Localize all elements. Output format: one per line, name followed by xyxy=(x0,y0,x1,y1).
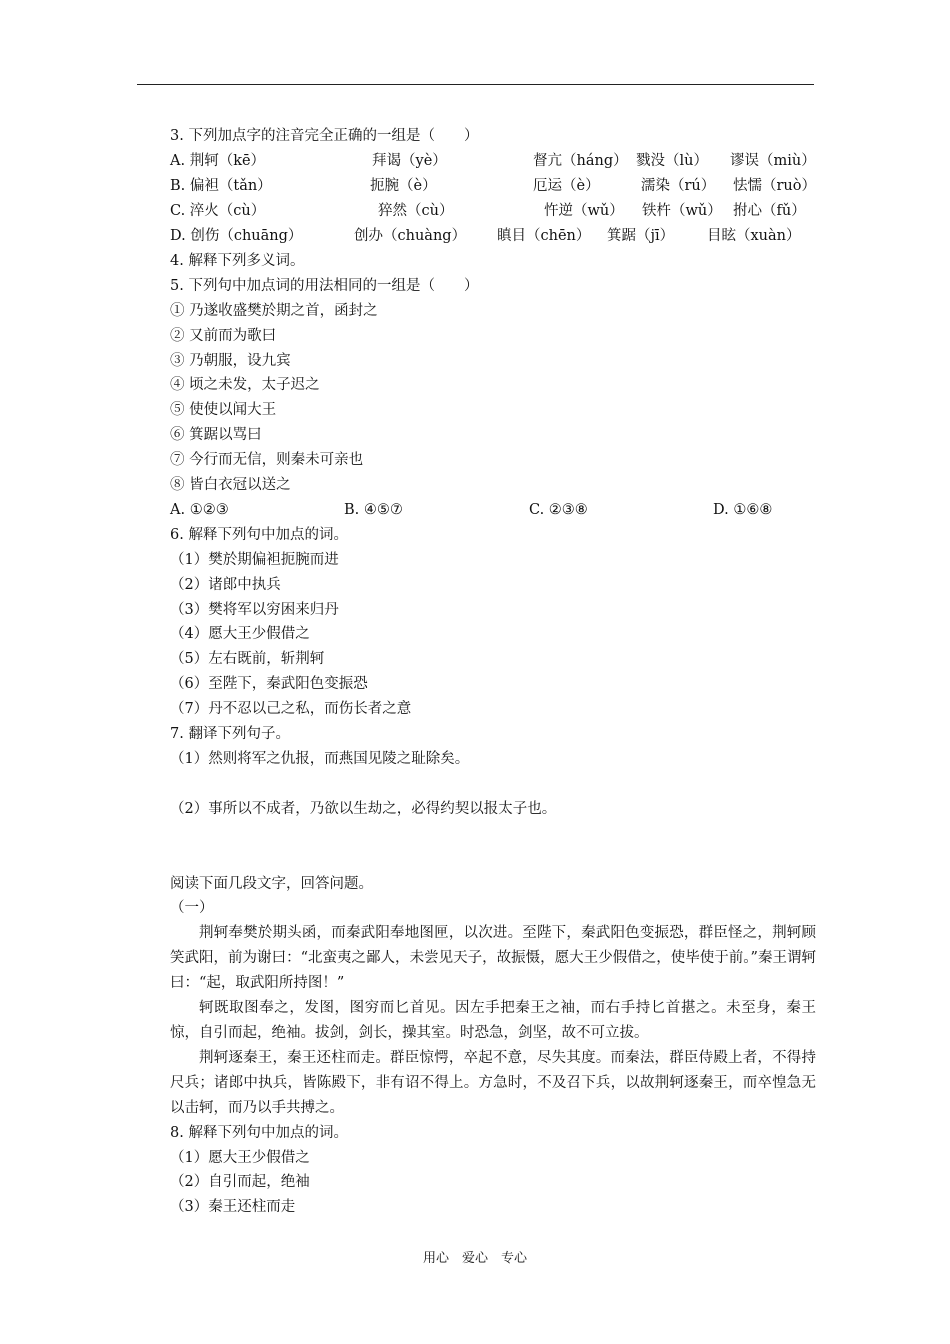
passage-paragraph: 荆轲奉樊於期头函，而秦武阳奉地图匣，以次进。至陛下，秦武阳色变振恐，群臣怪之，荆轲顾笑武阳，前为谢曰：“北蛮夷之鄙人，未尝见天子，故振慑，愿大王少假借之，使毕使于前。”秦王谓轲曰：“起，取武阳所持图！” xyxy=(170,925,816,991)
q8-item: （3）秦王还柱而走 xyxy=(170,1199,296,1215)
passage-paragraph: 荆轲逐秦王，秦王还柱而走。群臣惊愕，卒起不意，尽失其度。而秦法，群臣侍殿上者，不得持尺兵；诸郎中执兵，皆陈殿下，非有诏不得上。方急时，不及召下兵，以故荆轲逐秦王，而卒惶急无以击轲，而乃以手共搏之。 xyxy=(170,1050,816,1116)
q5-option-b: B. ④⑤⑦ xyxy=(344,502,403,518)
q3-stem: 3. 下列加点字的注音完全正确的一组是（ ） xyxy=(170,128,479,144)
q3-option-c-4: 铁杵（wǔ） xyxy=(642,203,722,219)
q4-stem: 4. 解释下列多义词。 xyxy=(170,253,305,269)
q7-stem: 7. 翻译下列句子。 xyxy=(170,726,290,742)
q7-item: （1）然则将军之仇报，而燕国见陵之耻除矣。 xyxy=(170,751,470,767)
q5-item: ① 乃遂收盛樊於期之首，函封之 xyxy=(170,303,378,319)
q3-option-a-2: 拜谒（yè） xyxy=(372,153,447,169)
q5-item: ② 又前而为歌曰 xyxy=(170,328,277,344)
q3-option-b-1: B. 偏袒（tǎn） xyxy=(170,178,272,194)
q3-option-a-1: A. 荆轲（kē） xyxy=(170,153,266,169)
q5-item: ⑥ 箕踞以骂曰 xyxy=(170,427,262,443)
q3-option-a-3: 督亢（háng） xyxy=(533,153,628,169)
q3-option-c-3: 忤逆（wǔ） xyxy=(544,203,624,219)
header-rule xyxy=(137,84,814,85)
passage-paragraph: 轲既取图奉之，发图，图穷而匕首见。因左手把秦王之袖，而右手持匕首揕之。未至身，秦王惊，自引而起，绝袖。拔剑，剑长，操其室。时恐急，剑坚，故不可立拔。 xyxy=(170,1000,816,1041)
q3-option-d-1: D. 创伤（chuāng） xyxy=(170,228,303,244)
q6-item: （2）诸郎中执兵 xyxy=(170,577,281,593)
q5-item: ⑧ 皆白衣冠以送之 xyxy=(170,477,291,493)
q8-item: （1）愿大王少假借之 xyxy=(170,1150,310,1166)
q5-option-d: D. ①⑥⑧ xyxy=(713,502,773,518)
q7-item: （2）事所以不成者，乃欲以生劫之，必得约契以报太子也。 xyxy=(170,801,557,817)
q6-item: （6）至陛下，秦武阳色变振恐 xyxy=(170,676,368,692)
q6-item: （3）樊将军以穷困来归丹 xyxy=(170,602,339,618)
q3-option-b-4: 濡染（rú） xyxy=(641,178,716,194)
q6-stem: 6. 解释下列句中加点的词。 xyxy=(170,527,348,543)
q3-option-a-4: 戮没（lù） xyxy=(636,153,708,169)
q5-stem: 5. 下列句中加点词的用法相同的一组是（ ） xyxy=(170,278,479,294)
q6-item: （1）樊於期偏袒扼腕而进 xyxy=(170,552,339,568)
q5-item: ⑤ 使使以闻大王 xyxy=(170,402,277,418)
q3-option-b-3: 厄运（è） xyxy=(533,178,600,194)
q6-item: （5）左右既前，斩荆轲 xyxy=(170,651,325,667)
q8-item: （2）自引而起，绝袖 xyxy=(170,1174,310,1190)
q3-option-d-2: 创办（chuàng） xyxy=(354,228,467,244)
q5-option-a: A. ①②③ xyxy=(170,502,229,518)
q5-item: ⑦ 今行而无信，则秦未可亲也 xyxy=(170,452,364,468)
q3-option-d-4: 箕踞（jī） xyxy=(607,228,675,244)
q5-item: ④ 顷之未发，太子迟之 xyxy=(170,377,320,393)
q6-item: （4）愿大王少假借之 xyxy=(170,626,310,642)
q3-option-d-3: 瞋目（chēn） xyxy=(497,228,591,244)
reading-intro: 阅读下面几段文字，回答问题。 xyxy=(170,876,373,892)
reading-section-label: （一） xyxy=(170,900,214,916)
q3-option-b-5: 怯懦（ruò） xyxy=(733,178,816,194)
q3-option-d-5: 目眩（xuàn） xyxy=(707,228,801,244)
q5-option-c: C. ②③⑧ xyxy=(529,502,588,518)
q3-option-b-2: 扼腕（è） xyxy=(370,178,437,194)
q5-item: ③ 乃朝服，设九宾 xyxy=(170,353,291,369)
q8-stem: 8. 解释下列句中加点的词。 xyxy=(170,1125,348,1141)
q6-item: （7）丹不忍以己之私，而伤长者之意 xyxy=(170,701,412,717)
q3-option-c-2: 猝然（cù） xyxy=(378,203,454,219)
q3-option-a-5: 谬误（miù） xyxy=(730,153,816,169)
q3-option-c-5: 拊心（fǔ） xyxy=(733,203,806,219)
page-footer: 用心 爱心 专心 xyxy=(422,1251,527,1266)
q3-option-c-1: C. 淬火（cù） xyxy=(170,203,266,219)
